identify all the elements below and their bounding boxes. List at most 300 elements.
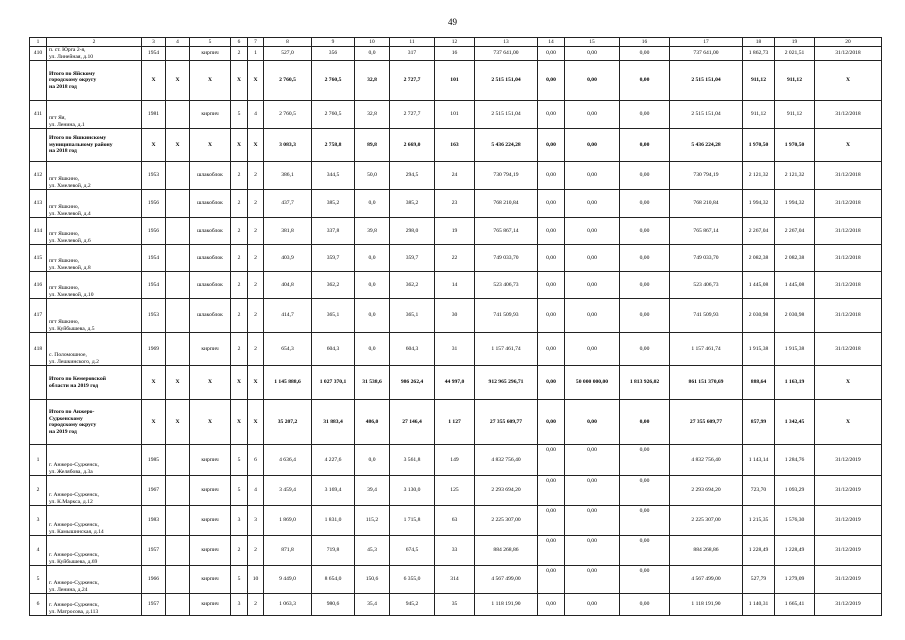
table-cell: 0,0 (355, 47, 390, 61)
header-cell: 7 (248, 38, 264, 47)
table-cell: X (166, 61, 190, 101)
table-cell: 0,00 (538, 333, 565, 366)
table-cell: 101 (435, 61, 475, 101)
table-cell: 741 509,93 (670, 299, 743, 333)
table-cell: 0,00 (538, 566, 565, 594)
table-cell: 0,00 (538, 101, 565, 129)
table-cell: 2 021,51 (775, 47, 815, 61)
table-cell (166, 333, 190, 366)
table-cell: X (231, 400, 248, 445)
table-cell: 1 715,8 (390, 506, 435, 536)
table-cell: шлакоблок (190, 218, 231, 245)
table-row (30, 536, 882, 566)
table-cell: 115,2 (355, 506, 390, 536)
table-cell: 410 (30, 47, 47, 61)
table-cell: 0,00 (620, 400, 670, 445)
table-cell: 3 459,4 (264, 476, 312, 506)
table-cell: 2 (248, 245, 264, 272)
table-cell: 0,00 (538, 506, 565, 536)
header-cell: 20 (815, 38, 882, 47)
table-cell: 1 093,29 (775, 476, 815, 506)
table-cell: 3 169,4 (312, 476, 355, 506)
table-cell: 31/12/2019 (815, 566, 882, 594)
table-cell: 2 758,8 (312, 129, 355, 162)
table-cell (166, 272, 190, 299)
table-cell: 0,00 (565, 476, 620, 506)
table-cell: 8 654,0 (312, 566, 355, 594)
table-cell: 1 228,49 (775, 536, 815, 566)
table-cell: пгт Яшкино, ул. Хмелевой, д.6 (47, 218, 142, 245)
table-cell: 2 (231, 190, 248, 218)
table-cell: 0,00 (620, 190, 670, 218)
table-cell: 527,0 (264, 47, 312, 61)
table-cell: 19 (435, 218, 475, 245)
table-cell: 31/12/2019 (815, 445, 882, 476)
table-row (30, 566, 882, 594)
table-cell: кирпич (190, 333, 231, 366)
table-cell (30, 366, 47, 400)
table-cell: X (190, 129, 231, 162)
header-cell: 19 (775, 38, 815, 47)
header-cell: 12 (435, 38, 475, 47)
table-cell: 1954 (142, 272, 166, 299)
table-cell: 2 082,38 (775, 245, 815, 272)
header-cell: 3 (142, 38, 166, 47)
table-cell: 0,00 (620, 333, 670, 366)
table-cell: 0,00 (538, 299, 565, 333)
table-cell (30, 129, 47, 162)
table-cell: 35 (435, 594, 475, 616)
table-cell: 0,00 (620, 566, 670, 594)
table-cell: 3 (231, 594, 248, 616)
table-cell: 294,5 (390, 162, 435, 190)
table-cell: 3 130,0 (390, 476, 435, 506)
table-cell: 1 862,73 (743, 47, 775, 61)
table-cell: 1 118 191,90 (475, 594, 538, 616)
table-cell: X (166, 400, 190, 445)
table-cell: 911,12 (775, 61, 815, 101)
table-cell: 1 831,0 (312, 506, 355, 536)
table-cell: 2 (248, 536, 264, 566)
table-cell: 0,00 (538, 162, 565, 190)
table-cell: X (166, 129, 190, 162)
table-cell: 945,2 (390, 594, 435, 616)
table-cell: 2 (231, 272, 248, 299)
table-cell: г. Анжеро-Судженск, ул. Камышинская, д.14 (47, 506, 142, 536)
table-cell: 362,2 (312, 272, 355, 299)
table-cell: 415 (30, 245, 47, 272)
table-cell: 0,0 (355, 190, 390, 218)
table-cell: 149 (435, 445, 475, 476)
table-cell: 32,8 (355, 101, 390, 129)
table-cell: 2 225 307,00 (670, 506, 743, 536)
table-cell: г. Анжеро-Судженск, ул. Куйбышева, д.69 (47, 536, 142, 566)
header-cell: 8 (264, 38, 312, 47)
table-cell: 0,00 (565, 272, 620, 299)
table-cell: 0,00 (565, 190, 620, 218)
table-cell: 0,00 (565, 333, 620, 366)
table-cell: 31/12/2018 (815, 190, 882, 218)
table-cell: Итого по Яшкинскому муниципальному району на 2018 год (47, 129, 142, 162)
table-cell: 31/12/2019 (815, 536, 882, 566)
table-cell: 749 033,70 (475, 245, 538, 272)
total-row (30, 61, 882, 101)
table-cell: 298,0 (390, 218, 435, 245)
table-cell: 344,5 (312, 162, 355, 190)
table-row (30, 272, 882, 299)
table-cell: 1953 (142, 162, 166, 190)
table-cell: 2 030,98 (775, 299, 815, 333)
table-cell: 1967 (142, 476, 166, 506)
table-cell: 22 (435, 245, 475, 272)
table-cell: 23 (435, 190, 475, 218)
table-cell: пгт Яшкино, ул. Хмелевой, д.10 (47, 272, 142, 299)
table-cell: 50 000 000,00 (565, 366, 620, 400)
table-cell: X (815, 366, 882, 400)
table-cell: 4 227,6 (312, 445, 355, 476)
table-cell: 737 641,00 (670, 47, 743, 61)
header-cell: 13 (475, 38, 538, 47)
table-cell: X (142, 129, 166, 162)
table-cell: 359,7 (312, 245, 355, 272)
table-cell: 5 (231, 566, 248, 594)
header-cell: 9 (312, 38, 355, 47)
table-cell: 0,0 (355, 245, 390, 272)
table-cell: 1966 (142, 566, 166, 594)
table-cell: 365,1 (390, 299, 435, 333)
table-cell (166, 218, 190, 245)
table-cell: 0,00 (620, 61, 670, 101)
header-cell: 14 (538, 38, 565, 47)
table-cell: 2 121,32 (743, 162, 775, 190)
table-cell: 2 (248, 333, 264, 366)
table-cell: 1 284,76 (775, 445, 815, 476)
table-cell: 31 538,6 (355, 366, 390, 400)
table-cell: 1 157 461,74 (670, 333, 743, 366)
table-cell: 5 (231, 476, 248, 506)
header-cell: 11 (390, 38, 435, 47)
table-cell: 1 970,50 (743, 129, 775, 162)
table-cell: 3 (30, 506, 47, 536)
table-cell: п. ст. Юрга 2-я, ул. Линейная, д.10 (47, 47, 142, 61)
table-cell: X (190, 366, 231, 400)
table-cell: 385,2 (312, 190, 355, 218)
table-cell: 362,2 (390, 272, 435, 299)
table-cell: 1983 (142, 506, 166, 536)
table-cell: 356 (312, 47, 355, 61)
table-cell: 33 (435, 536, 475, 566)
table-cell: 674,5 (390, 536, 435, 566)
table-cell: 0,00 (538, 245, 565, 272)
table-cell: 0,00 (565, 566, 620, 594)
header-row (30, 38, 882, 47)
table-cell: 27 355 609,77 (670, 400, 743, 445)
table-cell: 5 (231, 445, 248, 476)
table-cell: 0,00 (565, 506, 620, 536)
table-cell: 2 (248, 162, 264, 190)
table-cell: 2 (231, 299, 248, 333)
table-cell: 150,6 (355, 566, 390, 594)
table-cell: 403,9 (264, 245, 312, 272)
total-row (30, 400, 882, 445)
table-cell: X (815, 400, 882, 445)
table-cell: 31 883,4 (312, 400, 355, 445)
table-cell: 1 145 888,6 (264, 366, 312, 400)
table-cell: Итого по Анжеро- Судженскому городскому округу на 2019 год (47, 400, 142, 445)
table-cell: 2 727,7 (390, 61, 435, 101)
table-cell (30, 400, 47, 445)
table-cell: 2 669,0 (390, 129, 435, 162)
table-cell: 2 (231, 162, 248, 190)
table-cell: 0,00 (538, 47, 565, 61)
table-cell: 2 (231, 47, 248, 61)
table-cell: 2 267,04 (743, 218, 775, 245)
table-cell: шлакоблок (190, 299, 231, 333)
table-cell: 31/12/2018 (815, 218, 882, 245)
table-cell: 0,00 (620, 162, 670, 190)
table-cell: 654,3 (264, 333, 312, 366)
table-cell: 2 082,38 (743, 245, 775, 272)
table-cell: 2 267,04 (775, 218, 815, 245)
table-cell: 871,8 (264, 536, 312, 566)
table-cell: 1 143,14 (743, 445, 775, 476)
table-cell: 418 (30, 333, 47, 366)
table-cell: 0,00 (538, 366, 565, 400)
table-cell: 1 970,50 (775, 129, 815, 162)
table-cell: шлакоблок (190, 272, 231, 299)
table-row (30, 101, 882, 129)
table-cell: 486,0 (355, 400, 390, 445)
table-cell: 1 118 191,90 (670, 594, 743, 616)
table-cell (166, 536, 190, 566)
table-cell: 31 (435, 333, 475, 366)
table-cell: X (190, 61, 231, 101)
table-cell: 10 (248, 566, 264, 594)
table-cell: пгт Яшкино, ул. Куйбышева, д.5 (47, 299, 142, 333)
table-cell (166, 47, 190, 61)
table-cell: 27 146,4 (390, 400, 435, 445)
table-cell (166, 476, 190, 506)
table-cell: 0,00 (538, 218, 565, 245)
table-cell: 0,00 (565, 47, 620, 61)
table-cell: 1 813 926,02 (620, 366, 670, 400)
table-cell: 0,00 (538, 61, 565, 101)
table-cell: кирпич (190, 566, 231, 594)
table-cell: 39,8 (355, 218, 390, 245)
table-cell: 417 (30, 299, 47, 333)
table-cell: 2 760,5 (312, 61, 355, 101)
table-cell: 0,00 (620, 101, 670, 129)
table-cell: 2 760,5 (264, 61, 312, 101)
table-cell: 2 030,98 (743, 299, 775, 333)
table-cell: 0,00 (620, 445, 670, 476)
table-cell: X (248, 61, 264, 101)
header-cell: 2 (47, 38, 142, 47)
table-cell: 314 (435, 566, 475, 594)
table-cell: X (190, 400, 231, 445)
table-cell: X (248, 129, 264, 162)
table-cell (166, 162, 190, 190)
table-cell: 2 293 694,20 (670, 476, 743, 506)
table-cell: кирпич (190, 594, 231, 616)
table-cell: 2 (30, 476, 47, 506)
table-cell: 414 (30, 218, 47, 245)
table-cell: 0,00 (620, 476, 670, 506)
table-cell: 0,00 (538, 445, 565, 476)
table-cell: 39,4 (355, 476, 390, 506)
table-cell: 888,64 (743, 366, 775, 400)
table-cell: 31/12/2019 (815, 506, 882, 536)
table-cell: 857,99 (743, 400, 775, 445)
table-cell: 31/12/2018 (815, 101, 882, 129)
table-cell: X (815, 129, 882, 162)
table-cell: 1 279,09 (775, 566, 815, 594)
table-cell: пгт Яшкино, ул. Хмелевой, д.8 (47, 245, 142, 272)
table-cell: 2 (248, 272, 264, 299)
table-cell: 416 (30, 272, 47, 299)
table-cell: X (231, 129, 248, 162)
table-cell: 2 121,32 (775, 162, 815, 190)
table-cell: 2 (231, 218, 248, 245)
table-cell: 5 436 224,28 (670, 129, 743, 162)
table-cell: 16 (435, 47, 475, 61)
table-cell: 765 867,14 (670, 218, 743, 245)
table-cell: 31/12/2018 (815, 333, 882, 366)
table-cell: 1954 (142, 245, 166, 272)
table-cell: 2 225 307,00 (475, 506, 538, 536)
table-cell: 749 033,70 (670, 245, 743, 272)
table-cell: 2 (248, 190, 264, 218)
table-cell: X (231, 61, 248, 101)
table-cell: 31/12/2018 (815, 272, 882, 299)
table-cell: 1 994,32 (775, 190, 815, 218)
header-cell: 16 (620, 38, 670, 47)
table-cell: 2 (231, 536, 248, 566)
table-cell: 0,00 (565, 400, 620, 445)
table-cell: 2 515 151,04 (670, 61, 743, 101)
table-cell: X (166, 366, 190, 400)
table-cell: 359,7 (390, 245, 435, 272)
table-cell: 0,00 (538, 190, 565, 218)
table-cell: 6 355,0 (390, 566, 435, 594)
table-cell: пгт Яшкино, ул. Хмелевой, д.4 (47, 190, 142, 218)
total-row (30, 366, 882, 400)
table-cell: кирпич (190, 506, 231, 536)
table-cell: 125 (435, 476, 475, 506)
table-cell: Итого по Кемеровской области на 2019 год (47, 366, 142, 400)
table-cell: шлакоблок (190, 190, 231, 218)
table-cell: 31/12/2018 (815, 162, 882, 190)
table-cell: 6 (30, 594, 47, 616)
table-cell: 719,8 (312, 536, 355, 566)
table-cell: 4 567 499,00 (670, 566, 743, 594)
table-cell: 317 (390, 47, 435, 61)
table-cell: 50,0 (355, 162, 390, 190)
table-cell: 765 867,14 (475, 218, 538, 245)
table-cell: 337,8 (312, 218, 355, 245)
table-cell (30, 61, 47, 101)
table-cell: 0,00 (620, 218, 670, 245)
table-cell: 604,3 (390, 333, 435, 366)
table-cell: 0,00 (565, 162, 620, 190)
table-cell: пгт Яя, ул. Ленина, д.1 (47, 101, 142, 129)
table-cell: 1 027 370,1 (312, 366, 355, 400)
table-row (30, 445, 882, 476)
table-cell: 365,1 (312, 299, 355, 333)
table-cell: 1985 (142, 445, 166, 476)
table-cell: 3 083,3 (264, 129, 312, 162)
table-cell: 4 832 756,40 (670, 445, 743, 476)
table-cell: 24 (435, 162, 475, 190)
table-cell: 4 (248, 476, 264, 506)
table-cell: 884 268,86 (475, 536, 538, 566)
table-cell: 1 445,08 (775, 272, 815, 299)
table-cell: 31/12/2019 (815, 594, 882, 616)
table-cell: 0,00 (565, 536, 620, 566)
table-cell: кирпич (190, 536, 231, 566)
table-cell: 730 794,19 (670, 162, 743, 190)
table-cell: 980,6 (312, 594, 355, 616)
table-cell (166, 506, 190, 536)
table-cell: X (248, 400, 264, 445)
table-cell: 3 (231, 506, 248, 536)
table-cell: 0,00 (538, 536, 565, 566)
table-cell: X (815, 61, 882, 101)
table-row (30, 299, 882, 333)
table-cell: кирпич (190, 101, 231, 129)
table-cell: 523 406,73 (670, 272, 743, 299)
table-cell: 911,12 (775, 101, 815, 129)
table-cell: 723,70 (743, 476, 775, 506)
table-cell: 911,12 (743, 101, 775, 129)
table-row (30, 162, 882, 190)
table-cell: 31/12/2019 (815, 476, 882, 506)
table-cell: 45,3 (355, 536, 390, 566)
table-cell: 1 063,3 (264, 594, 312, 616)
table-cell: 1957 (142, 594, 166, 616)
table-cell: 0,00 (620, 129, 670, 162)
table-cell (166, 101, 190, 129)
table-cell: 2 515 151,04 (670, 101, 743, 129)
table-cell: X (231, 366, 248, 400)
header-cell: 6 (231, 38, 248, 47)
table-cell: 1 342,45 (775, 400, 815, 445)
table-cell: 0,00 (620, 536, 670, 566)
table-cell (166, 299, 190, 333)
header-cell: 1 (30, 38, 47, 47)
table-cell: 31/12/2018 (815, 47, 882, 61)
table-cell: 0,00 (620, 47, 670, 61)
table-cell: 1 (248, 47, 264, 61)
table-cell: X (142, 366, 166, 400)
table-cell: 2 515 151,04 (475, 61, 538, 101)
table-cell: 1981 (142, 101, 166, 129)
table-row (30, 190, 882, 218)
table-cell: 89,8 (355, 129, 390, 162)
table-cell: 0,00 (538, 400, 565, 445)
table-cell: 27 355 609,77 (475, 400, 538, 445)
total-row (30, 129, 882, 162)
table-cell: 412 (30, 162, 47, 190)
table-cell: пгт Яшкино, ул. Хмелевой, д.2 (47, 162, 142, 190)
table-cell: 4 567 499,00 (475, 566, 538, 594)
table-cell: 163 (435, 129, 475, 162)
table-cell: 912 965 296,71 (475, 366, 538, 400)
table-cell: 2 (248, 594, 264, 616)
table-cell: 2 515 151,04 (475, 101, 538, 129)
table-cell: 1 127 (435, 400, 475, 445)
table-cell: 414,7 (264, 299, 312, 333)
